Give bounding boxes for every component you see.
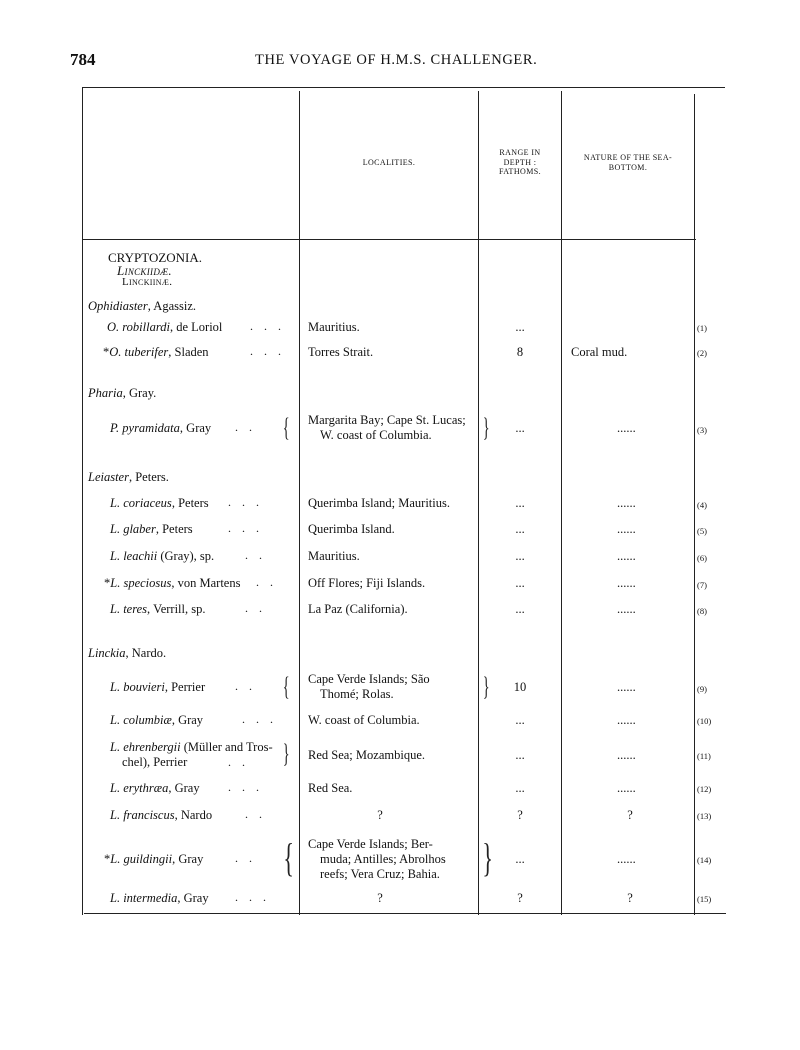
genus-heading — [88, 386, 156, 401]
species-binomial: L. franciscus — [110, 808, 175, 822]
sea-bottom: ...... — [617, 748, 636, 762]
species-author: (Gray), sp. — [157, 549, 215, 563]
column-divider-bottom — [694, 94, 695, 915]
brace: { — [282, 413, 290, 442]
species-binomial: O. tuberifer — [109, 345, 169, 359]
reference-number: (6) — [697, 553, 707, 563]
sea-bottom: ...... — [617, 852, 636, 866]
brace: { — [283, 835, 294, 880]
sea-bottom: ...... — [617, 421, 636, 435]
leader-dots: . . . — [228, 780, 263, 794]
table-left-border — [82, 87, 83, 915]
species-binomial: L. erythræa — [110, 781, 169, 795]
leader-dots: . . . — [242, 712, 277, 726]
locality-continued: W. coast of Columbia. — [320, 428, 432, 442]
species-name — [110, 781, 200, 796]
species-name — [107, 320, 222, 335]
depth-value: ... — [515, 320, 525, 334]
species-author: , Gray — [172, 852, 204, 866]
leader-dots: . . — [235, 420, 256, 434]
species-author: , Nardo — [174, 808, 213, 822]
challenger-mark: * — [103, 345, 110, 359]
species-author: , Verrill, sp. — [147, 602, 206, 616]
leader-dots: . . — [235, 679, 256, 693]
genus-name: Pharia — [88, 386, 123, 400]
species-name — [110, 891, 209, 906]
column-divider-species — [299, 91, 300, 915]
header-depth — [479, 148, 561, 177]
locality: W. coast of Columbia. — [308, 713, 420, 727]
leader-dots: . . — [256, 575, 277, 589]
genus-heading — [88, 470, 169, 485]
depth-value: ... — [515, 602, 525, 616]
locality: Margarita Bay; Cape St. Lucas; — [308, 413, 466, 427]
table-bottom-rule — [84, 913, 726, 914]
species-author: (Müller and Tros- — [180, 740, 273, 754]
brace: } — [482, 413, 490, 442]
species-name — [110, 421, 211, 436]
locality: Cape Verde Islands; São — [308, 672, 430, 686]
genus-name: Leiaster — [88, 470, 129, 484]
header-rule — [82, 239, 696, 240]
sea-bottom: ...... — [617, 549, 636, 563]
leader-dots: . . . — [235, 890, 270, 904]
species-binomial: L. leachii — [110, 549, 158, 563]
sea-bottom: ? — [627, 808, 633, 822]
depth-value: ... — [515, 549, 525, 563]
locality: Off Flores; Fiji Islands. — [308, 576, 426, 590]
challenger-mark: * — [104, 852, 111, 866]
order-heading: CRYPTOZONIA. — [108, 250, 203, 265]
sea-bottom: ...... — [617, 496, 636, 510]
reference-number: (2) — [697, 348, 707, 358]
sea-bottom: ...... — [617, 576, 636, 590]
leader-dots: . . . — [228, 495, 263, 509]
header-depth-line: FATHOMS. — [499, 167, 541, 176]
genus-author: , Peters. — [128, 470, 169, 484]
reference-number: (9) — [697, 684, 707, 694]
genus-heading — [88, 299, 196, 314]
sea-bottom: ...... — [617, 602, 636, 616]
family-heading: Linckiidæ. — [117, 263, 172, 278]
reference-number: (8) — [697, 606, 707, 616]
species-binomial: L. intermedia — [110, 891, 178, 905]
locality: ? — [377, 808, 383, 822]
species-binomial: L. bouvieri — [110, 680, 165, 694]
species-binomial: L. ehrenbergii — [110, 740, 181, 754]
sea-bottom: ...... — [617, 713, 636, 727]
depth-value: ... — [515, 496, 525, 510]
header-bottom-line: NATURE OF THE SEA- — [583, 153, 673, 162]
header-depth-line: DEPTH : — [503, 157, 537, 167]
leader-dots: . . — [245, 601, 266, 615]
sea-bottom: Coral mud. — [571, 345, 628, 359]
locality: ? — [377, 891, 383, 905]
depth-value: ... — [515, 748, 525, 762]
table-top-rule — [82, 87, 725, 88]
depth-value: ... — [515, 522, 525, 536]
genus-author: , Agassiz. — [147, 299, 196, 313]
depth-value: ? — [517, 808, 523, 822]
species-author: , Perrier — [164, 680, 206, 694]
reference-number: (15) — [697, 894, 712, 904]
reference-number: (5) — [697, 526, 707, 536]
reference-number: (13) — [697, 811, 712, 821]
page-number: 784 — [70, 50, 96, 69]
locality: Torres Strait. — [308, 345, 374, 359]
species-name — [110, 740, 273, 755]
species-name — [110, 713, 203, 728]
reference-number: (7) — [697, 580, 707, 590]
locality: Mauritius. — [308, 320, 360, 334]
species-name — [110, 680, 205, 695]
reference-number: (10) — [697, 716, 712, 726]
species-binomial: L. columbiæ — [110, 713, 172, 727]
brace: } — [282, 739, 290, 768]
leader-dots: . . — [235, 851, 256, 865]
species-binomial: L. coriaceus — [110, 496, 172, 510]
depth-value: ... — [515, 576, 525, 590]
species-binomial: L. guildingii — [110, 852, 173, 866]
leader-dots: . . . — [228, 521, 263, 535]
reference-number: (11) — [697, 751, 711, 761]
sea-bottom: ...... — [617, 522, 636, 536]
brace: { — [282, 672, 290, 701]
locality-continued: reefs; Vera Cruz; Bahia. — [320, 867, 440, 881]
depth-value: 10 — [513, 680, 527, 694]
species-author: , von Martens — [171, 576, 241, 590]
species-author: , Gray — [179, 421, 212, 435]
species-author: , Gray — [171, 713, 204, 727]
species-binomial: P. pyramidata — [110, 421, 180, 435]
genus-author: , Nardo. — [125, 646, 167, 660]
species-name — [110, 522, 193, 537]
leader-dots: . . . — [250, 344, 285, 358]
species-name — [110, 602, 206, 617]
depth-value: ... — [515, 713, 525, 727]
species-author-continued: chel), Perrier — [122, 755, 188, 769]
header-bottom-line: BOTTOM. — [608, 162, 648, 172]
header-localities: LOCALITIES. — [362, 158, 416, 167]
locality-continued: Thomé; Rolas. — [320, 687, 394, 701]
challenger-mark: * — [104, 576, 111, 590]
locality: Mauritius. — [308, 549, 360, 563]
genus-name: Linckia — [88, 646, 126, 660]
species-author: , Sladen — [168, 345, 209, 359]
depth-value: ... — [515, 421, 525, 435]
species-author: , de Loriol — [169, 320, 223, 334]
genus-name: Ophidiaster — [88, 299, 148, 313]
species-name — [110, 549, 214, 564]
depth-value: ... — [515, 781, 525, 795]
subfamily-heading: Linckiinæ. — [122, 276, 173, 288]
genus-heading — [88, 646, 166, 661]
species-binomial: L. glaber — [110, 522, 156, 536]
locality: Querimba Island. — [308, 522, 395, 536]
locality: Cape Verde Islands; Ber- — [308, 837, 433, 851]
depth-value: ? — [517, 891, 523, 905]
leader-dots: . . — [228, 755, 249, 769]
sea-bottom: ? — [627, 891, 633, 905]
reference-number: (3) — [697, 425, 707, 435]
leader-dots: . . . — [250, 319, 285, 333]
sea-bottom: ...... — [617, 680, 636, 694]
leader-dots: . . — [245, 807, 266, 821]
header-sea-bottom — [562, 153, 694, 172]
sea-bottom: ...... — [617, 781, 636, 795]
column-divider-depth — [561, 91, 562, 915]
locality: Querimba Island; Mauritius. — [308, 496, 450, 510]
species-name — [110, 808, 212, 823]
locality-continued: muda; Antilles; Abrolhos — [320, 852, 446, 866]
brace: } — [482, 835, 493, 880]
column-divider-localities — [478, 91, 479, 915]
species-author: , Gray — [168, 781, 200, 795]
species-author: , Peters — [171, 496, 209, 510]
species-binomial: L. teres — [110, 602, 148, 616]
reference-number: (14) — [697, 855, 712, 865]
locality: La Paz (California). — [308, 602, 408, 616]
depth-value: ... — [515, 852, 525, 866]
species-binomial: L. speciosus — [110, 576, 172, 590]
species-author: , Gray — [177, 891, 209, 905]
depth-value: 8 — [516, 345, 524, 359]
locality: Red Sea. — [308, 781, 353, 795]
brace: } — [482, 672, 490, 701]
header-depth-line: RANGE IN — [499, 148, 541, 157]
running-head: THE VOYAGE OF H.M.S. CHALLENGER. — [255, 52, 538, 68]
reference-number: (12) — [697, 784, 712, 794]
genus-author: , Gray. — [122, 386, 157, 400]
reference-number: (4) — [697, 500, 707, 510]
species-name — [104, 576, 240, 591]
locality: Red Sea; Mozambique. — [308, 748, 425, 762]
species-name — [104, 852, 203, 867]
leader-dots: . . — [245, 548, 266, 562]
species-name — [110, 496, 209, 511]
reference-number: (1) — [697, 323, 707, 333]
species-binomial: O. robillardi — [107, 320, 170, 334]
species-author: , Peters — [155, 522, 193, 536]
species-name — [103, 345, 209, 360]
